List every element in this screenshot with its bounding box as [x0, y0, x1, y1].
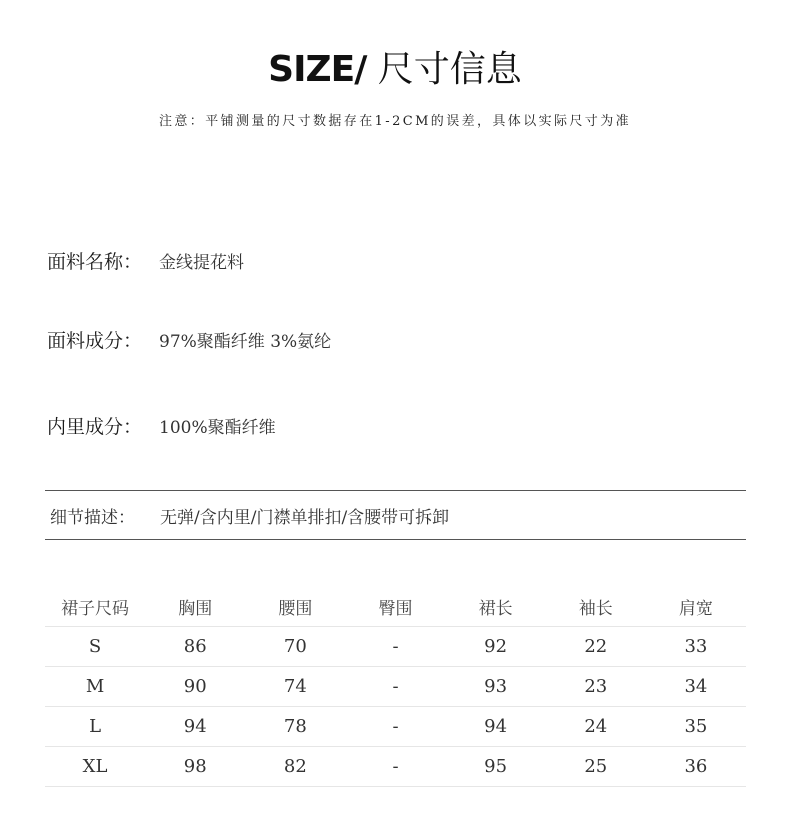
table-row [45, 627, 746, 667]
cell-bust: 98 [145, 747, 245, 787]
cell-bust: 94 [145, 707, 245, 747]
cell-size: XL [45, 747, 145, 787]
header-bust: 胸围 [145, 586, 245, 627]
cell-shoulder-width: 35 [646, 707, 746, 747]
header-sleeve-length: 袖长 [546, 586, 646, 627]
cell-skirt-length: 92 [446, 627, 546, 667]
cell-hip: - [345, 747, 445, 787]
cell-hip: - [345, 707, 445, 747]
cell-hip: - [345, 667, 445, 707]
header-waist: 腰围 [245, 586, 345, 627]
cell-waist: 78 [245, 707, 345, 747]
cell-waist: 74 [245, 667, 345, 707]
header-hip: 臀围 [345, 586, 445, 627]
fabric-name-row [47, 245, 244, 275]
cell-skirt-length: 93 [446, 667, 546, 707]
cell-size: M [45, 667, 145, 707]
header-shoulder-width: 肩宽 [646, 586, 746, 627]
cell-skirt-length: 95 [446, 747, 546, 787]
cell-waist: 82 [245, 747, 345, 787]
cell-bust: 86 [145, 627, 245, 667]
title-latin: SIZE/ [268, 49, 367, 90]
size-table [45, 586, 746, 787]
cell-hip: - [345, 627, 445, 667]
measurement-notice: 注意：平铺测量的尺寸数据存在1-2CM的误差，具体以实际尺寸为准 [159, 114, 631, 129]
size-table-header-row [45, 586, 746, 627]
cell-shoulder-width: 36 [646, 747, 746, 787]
detail-value: 无弹/含内里/门襟单排扣/含腰带可拆卸 [160, 507, 450, 528]
title-chinese: 尺寸信息 [377, 49, 522, 90]
cell-size: L [45, 707, 145, 747]
header-size: 裙子尺码 [45, 586, 145, 627]
table-row [45, 667, 746, 707]
detail-description [45, 490, 746, 540]
lining-composition-label: 内里成分： [47, 415, 143, 438]
cell-sleeve-length: 23 [546, 667, 646, 707]
fabric-composition-label: 面料成分： [47, 329, 143, 352]
cell-sleeve-length: 22 [546, 627, 646, 667]
table-row [45, 747, 746, 787]
cell-shoulder-width: 33 [646, 627, 746, 667]
fabric-name-label: 面料名称： [47, 250, 143, 273]
lining-composition-row [47, 410, 276, 440]
fabric-name-value: 金线提花料 [159, 252, 244, 273]
cell-sleeve-length: 24 [546, 707, 646, 747]
cell-sleeve-length: 25 [546, 747, 646, 787]
fabric-composition-value: 97%聚酯纤维 3%氨纶 [159, 331, 332, 352]
cell-bust: 90 [145, 667, 245, 707]
cell-shoulder-width: 34 [646, 667, 746, 707]
lining-composition-value: 100%聚酯纤维 [159, 417, 276, 438]
cell-waist: 70 [245, 627, 345, 667]
page-title [0, 46, 790, 94]
cell-skirt-length: 94 [446, 707, 546, 747]
fabric-composition-row [47, 324, 331, 354]
detail-label: 细节描述： [50, 507, 135, 528]
cell-size: S [45, 627, 145, 667]
table-row [45, 707, 746, 747]
header-skirt-length: 裙长 [446, 586, 546, 627]
